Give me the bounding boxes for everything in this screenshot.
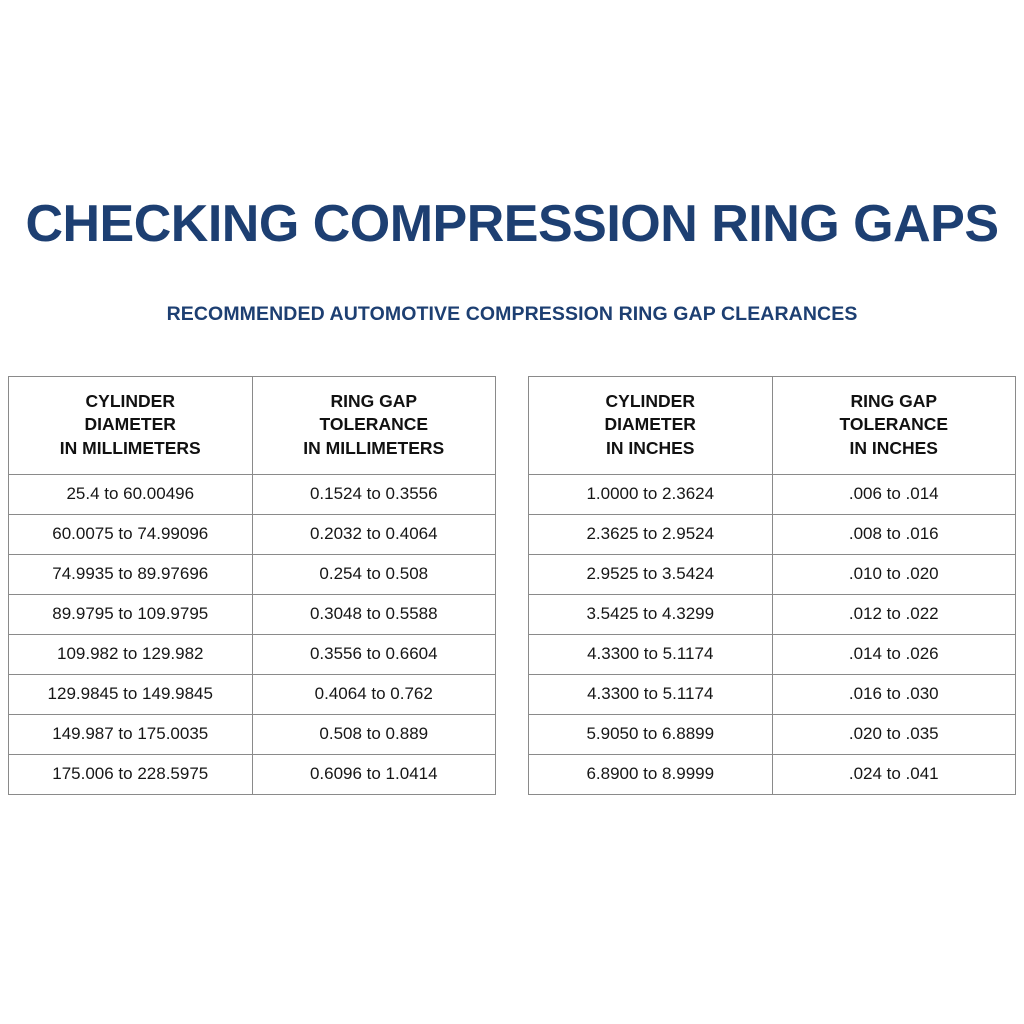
header-line: IN MILLIMETERS bbox=[303, 437, 445, 458]
header-line: IN MILLIMETERS bbox=[59, 437, 201, 458]
imperial-ring-gap-tolerance-header bbox=[772, 377, 1016, 475]
table-row bbox=[9, 675, 496, 715]
cell-tolerance: 0.3556 to 0.6604 bbox=[252, 635, 496, 675]
cell-tolerance: 0.3048 to 0.5588 bbox=[252, 595, 496, 635]
table-row bbox=[529, 555, 1016, 595]
table-row bbox=[9, 555, 496, 595]
table-row bbox=[9, 755, 496, 795]
imperial-table bbox=[528, 376, 1016, 795]
metric-table-body bbox=[9, 475, 496, 795]
cell-tolerance: .016 to .030 bbox=[772, 675, 1016, 715]
table-header-row bbox=[9, 377, 496, 475]
cell-diameter: 60.0075 to 74.99096 bbox=[9, 515, 253, 555]
header-line: TOLERANCE bbox=[839, 414, 949, 435]
cell-tolerance: 0.254 to 0.508 bbox=[252, 555, 496, 595]
page-title: CHECKING COMPRESSION RING GAPS bbox=[25, 195, 999, 253]
cell-diameter: 2.9525 to 3.5424 bbox=[529, 555, 773, 595]
cell-tolerance: 0.2032 to 0.4064 bbox=[252, 515, 496, 555]
header-line: RING GAP bbox=[330, 391, 418, 411]
header-line: IN INCHES bbox=[849, 437, 938, 458]
imperial-cylinder-diameter-header bbox=[529, 377, 773, 475]
cell-tolerance: .024 to .041 bbox=[772, 755, 1016, 795]
cell-tolerance: .006 to .014 bbox=[772, 475, 1016, 515]
table-row bbox=[529, 715, 1016, 755]
tables-container bbox=[0, 376, 1024, 795]
table-row bbox=[9, 515, 496, 555]
cell-diameter: 6.8900 to 8.9999 bbox=[529, 755, 773, 795]
cell-diameter: 3.5425 to 4.3299 bbox=[529, 595, 773, 635]
imperial-table-body bbox=[529, 475, 1016, 795]
cell-tolerance: .010 to .020 bbox=[772, 555, 1016, 595]
table-row bbox=[529, 755, 1016, 795]
header-line: DIAMETER bbox=[604, 414, 696, 435]
metric-table bbox=[8, 376, 496, 795]
header-line: RING GAP bbox=[850, 391, 938, 411]
table-row bbox=[9, 635, 496, 675]
table-row bbox=[529, 675, 1016, 715]
cell-diameter: 5.9050 to 6.8899 bbox=[529, 715, 773, 755]
table-row bbox=[9, 715, 496, 755]
cell-tolerance: .014 to .026 bbox=[772, 635, 1016, 675]
cell-tolerance: 0.1524 to 0.3556 bbox=[252, 475, 496, 515]
metric-table-head bbox=[9, 377, 496, 475]
table-header-row bbox=[529, 377, 1016, 475]
table-row bbox=[529, 595, 1016, 635]
cell-diameter: 129.9845 to 149.9845 bbox=[9, 675, 253, 715]
cell-diameter: 149.987 to 175.0035 bbox=[9, 715, 253, 755]
table-row bbox=[9, 475, 496, 515]
cell-tolerance: .020 to .035 bbox=[772, 715, 1016, 755]
cell-diameter: 25.4 to 60.00496 bbox=[9, 475, 253, 515]
cell-tolerance: 0.6096 to 1.0414 bbox=[252, 755, 496, 795]
cell-tolerance: .012 to .022 bbox=[772, 595, 1016, 635]
cell-diameter: 109.982 to 129.982 bbox=[9, 635, 253, 675]
page-subtitle: RECOMMENDED AUTOMOTIVE COMPRESSION RING GAP CLEARANCES bbox=[166, 303, 858, 325]
metric-cylinder-diameter-header bbox=[9, 377, 253, 475]
header-line: CYLINDER bbox=[605, 391, 695, 411]
header-line: DIAMETER bbox=[84, 414, 176, 435]
cell-diameter: 2.3625 to 2.9524 bbox=[529, 515, 773, 555]
cell-diameter: 1.0000 to 2.3624 bbox=[529, 475, 773, 515]
cell-tolerance: .008 to .016 bbox=[772, 515, 1016, 555]
table-row bbox=[529, 635, 1016, 675]
table-row bbox=[529, 515, 1016, 555]
header-line: TOLERANCE bbox=[319, 414, 429, 435]
metric-ring-gap-tolerance-header bbox=[252, 377, 496, 475]
cell-diameter: 175.006 to 228.5975 bbox=[9, 755, 253, 795]
cell-diameter: 74.9935 to 89.97696 bbox=[9, 555, 253, 595]
imperial-table-head bbox=[529, 377, 1016, 475]
header-line: CYLINDER bbox=[85, 391, 175, 411]
cell-diameter: 89.9795 to 109.9795 bbox=[9, 595, 253, 635]
table-row bbox=[529, 475, 1016, 515]
cell-diameter: 4.3300 to 5.1174 bbox=[529, 635, 773, 675]
cell-tolerance: 0.508 to 0.889 bbox=[252, 715, 496, 755]
table-row bbox=[9, 595, 496, 635]
cell-diameter: 4.3300 to 5.1174 bbox=[529, 675, 773, 715]
cell-tolerance: 0.4064 to 0.762 bbox=[252, 675, 496, 715]
header-line: IN INCHES bbox=[606, 437, 695, 458]
